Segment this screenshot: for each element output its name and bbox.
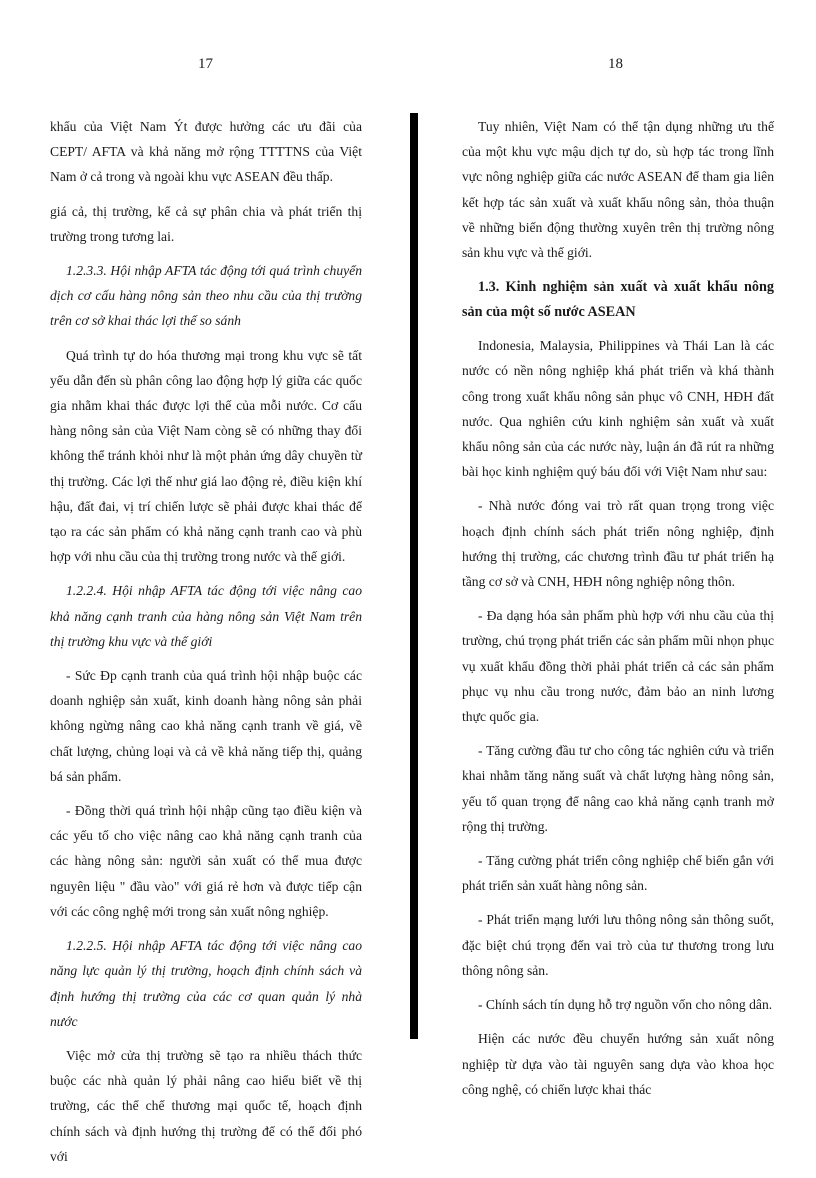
paragraph: - Nhà nước đóng vai trò rất quan trọng trong việc hoạch định chính sách phát triển nông nghiệp, định hướng thị trường, các chương trình đầu tư phát triển hạ tầng cơ sở và CNH, HĐH nông nghiệp nông thôn. [462, 498, 774, 590]
paragraph: - Đồng thời quá trình hội nhập cũng tạo điều kiện và các yếu tố cho việc nâng cao khả năng cạnh tranh của các hàng nông sản: người sản xuất có thể mua được nguyên liệu " đầu vào" với giá rẻ hơn và được tiếp cận với các công nghệ mới trong sản xuất nông nghiệp. [50, 803, 362, 919]
page-divider [410, 113, 418, 1039]
paragraph: - Tăng cường đầu tư cho công tác nghiên cứu và triển khai nhằm tăng năng suất và chất lượng hàng nông sản, yếu tố quan trọng để nâng cao khả năng cạnh tranh mở rộng thị trường. [462, 743, 774, 834]
right-page-column [462, 114, 774, 1111]
paragraph: - Đa dạng hóa sản phẩm phù hợp với nhu cầu của thị trường, chú trọng phát triển các sản phẩm mũi nhọn phục vụ xuất khẩu đồng thời phải phát triển cả các sản phẩm phục vụ nhu cầu trong nước, đảm bảo an ninh lương thực quốc gia. [462, 608, 774, 725]
page-number-right: 18 [608, 56, 623, 72]
section-heading: 1.3. Kinh nghiệm sản xuất và xuất khẩu nông sản của một số nước ASEAN [462, 279, 774, 321]
section-heading-italic: 1.2.3.3. Hội nhập AFTA tác động tới quá trình chuyển dịch cơ cấu hàng nông sản theo nhu cầu của thị trường trên cơ sở khai thác lợi thế so sánh [50, 263, 362, 329]
section-heading-italic: 1.2.2.5. Hội nhập AFTA tác động tới việc nâng cao năng lực quản lý thị trường, hoạch định chính sách và định hướng thị trường của các cơ quan quản lý nhà nước [50, 938, 362, 1029]
paragraph: Indonesia, Malaysia, Philippines và Thái Lan là các nước có nền nông nghiệp khá phát triển và khá thành công trong xuất khẩu nông sản phục vô CNH, HĐH đất nước. Qua nghiên cứu kinh nghiệm sản xuất và xuất khẩu nông sản của các nước này, luận án đã rút ra những bài học kinh nghiệm quý báu đối với Việt Nam như sau: [462, 338, 774, 480]
left-page-column [50, 114, 362, 1178]
paragraph: Việc mở cửa thị trường sẽ tạo ra nhiều thách thức buộc các nhà quản lý phải nâng cao hiểu biết về thị trường, các thể chế thương mại quốc tế, hoạch định chính sách và định hướng thị trường để có thể đối phó với [50, 1047, 362, 1164]
page-number-left: 17 [198, 56, 213, 72]
paragraph: khẩu của Việt Nam Ýt được hưởng các ưu đãi của CEPT/ AFTA và khả năng mở rộng TTTTNS của Việt Nam ở cả trong và ngoài khu vực ASEAN đều thấp. [50, 119, 362, 185]
section-heading-italic: 1.2.2.4. Hội nhập AFTA tác động tới việc nâng cao khả năng cạnh tranh của hàng nông sản Việt Nam trên thị trường khu vực và thế giới [50, 583, 362, 649]
paragraph: Tuy nhiên, Việt Nam có thể tận dụng những ưu thế của một khu vực mậu dịch tự do, sù hợp tác trong lĩnh vực nông nghiệp giữa các nước ASEAN để tham gia liên kết hợp tác sản xuất và xuất khẩu nông sản, thỏa thuận về những biến động thường xuyên trên thị trường nông sản khu vực và thế giới. [462, 119, 774, 261]
paragraph: - Chính sách tín dụng hỗ trợ nguồn vốn cho nông dân. [478, 997, 773, 1013]
paragraph: Hiện các nước đều chuyển hướng sản xuất nông nghiệp từ dựa vào tài nguyên sang dựa vào khoa học công nghệ, có chiến lược khai thác [462, 1031, 774, 1097]
paragraph: - Sức Ðp cạnh tranh của quá trình hội nhập buộc các doanh nghiệp sản xuất, kinh doanh hàng nông sản phải không ngừng nâng cao khả năng cạnh tranh về giá, về chất lượng, chủng loại và cả về khả năng tiếp thị, quảng bá sản phẩm. [50, 668, 362, 784]
paragraph: - Phát triển mạng lưới lưu thông nông sản thông suốt, đặc biệt chú trọng đến vai trò của tư thương trong lưu thông nông sản. [462, 912, 774, 978]
paragraph: giá cả, thị trường, kể cả sự phân chia và phát triển thị trường trong tương lai. [50, 203, 362, 244]
paragraph: - Tăng cường phát triển công nghiệp chế biến gắn với phát triển sản xuất hàng nông sản. [462, 853, 774, 894]
paragraph: Quá trình tự do hóa thương mại trong khu vực sẽ tất yếu dẫn đến sù phân công lao động hợp lý giữa các quốc gia nhằm khai thác được lợi thế của mỗi nước. Cơ cấu hàng nông sản của Việt Nam còng sẽ có những thay đổi không thể tránh khỏi như là một phản ứng dây chuyền từ thị trường. Các lợi thế như giá lao động rẻ, điều kiện khí hậu, đất đai, vị trí chiến lược sẽ phải được khai thác để tạo ra các sản phẩm có khả năng cạnh tranh cao và phù hợp với nhu cầu của thị trường trong nước và thế giới. [50, 347, 362, 565]
